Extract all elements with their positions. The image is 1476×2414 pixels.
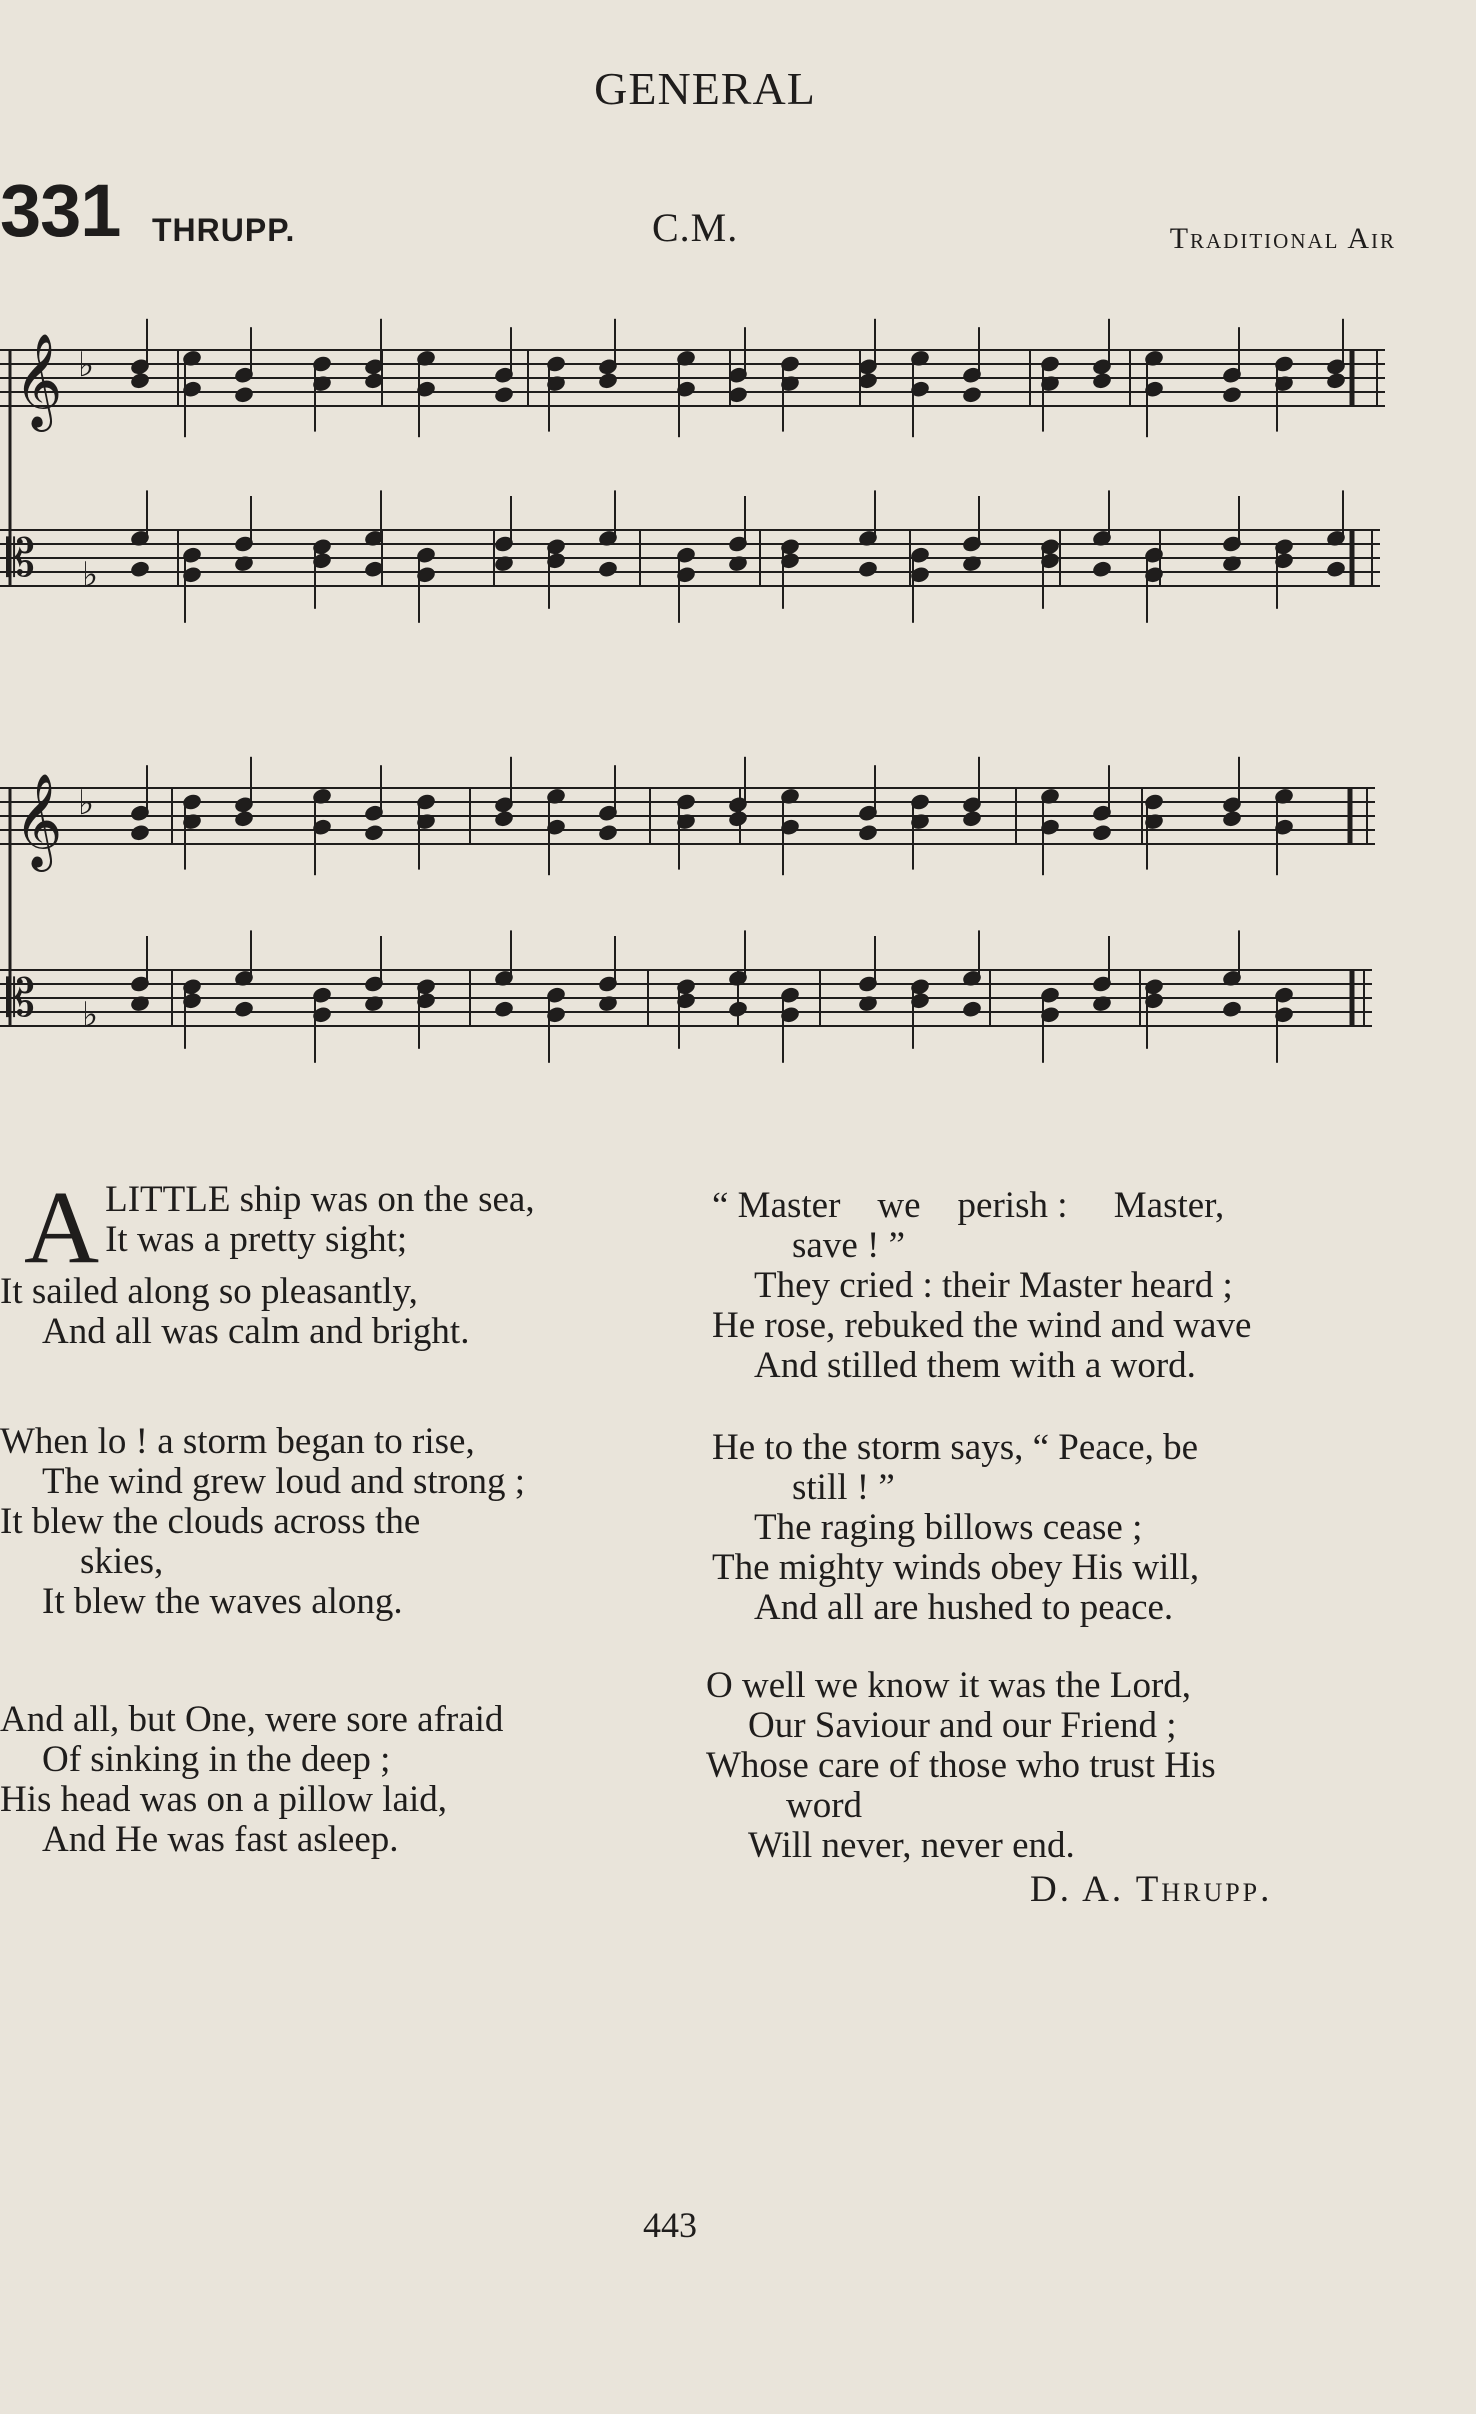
verse-line: Of sinking in the deep ; (42, 1739, 391, 1780)
notehead (364, 372, 383, 389)
notehead (1326, 372, 1345, 389)
verse-line: O well we know it was the Lord, (706, 1665, 1192, 1706)
verse-line: And all was calm and bright. (42, 1311, 470, 1352)
notehead (598, 824, 617, 841)
verse-1 (0, 1170, 660, 1352)
notehead (728, 1001, 747, 1018)
verse-line: LITTLE ship was on the sea, (105, 1179, 535, 1220)
svg-text:𝄞: 𝄞 (14, 773, 63, 868)
notehead (1222, 1001, 1241, 1018)
verse-line: It sailed along so pleasantly, (0, 1271, 418, 1312)
verse-line: word (786, 1785, 863, 1826)
notehead (130, 372, 149, 389)
verse-line: It blew the waves along. (42, 1581, 403, 1622)
drop-cap: A (24, 1170, 100, 1285)
notehead (1222, 810, 1241, 827)
page-number: 443 (643, 2205, 697, 2245)
notehead (364, 561, 383, 578)
notehead (1222, 386, 1241, 403)
verse-line: It blew the clouds across the (0, 1501, 421, 1542)
tune-source: Traditional Air (1169, 222, 1396, 255)
meter: C.M. (652, 205, 739, 250)
verse-line: Our Saviour and our Friend ; (748, 1705, 1177, 1746)
notehead (598, 372, 617, 389)
verse-line: And all, but One, were sore afraid (0, 1699, 504, 1740)
notehead (858, 824, 877, 841)
verse-line: “ Master we perish : Master, (712, 1185, 1225, 1226)
notehead (130, 824, 149, 841)
author-attribution: D. A. Thrupp. (1030, 1869, 1273, 1910)
notehead (1092, 824, 1111, 841)
verse-6 (706, 1666, 1366, 1866)
svg-text:♭: ♭ (82, 997, 99, 1034)
notehead (962, 1001, 981, 1018)
notehead (234, 1001, 253, 1018)
notehead (494, 810, 513, 827)
verse-line: And stilled them with a word. (754, 1345, 1196, 1386)
svg-text:♭: ♭ (78, 785, 95, 822)
verse-line: And He was fast asleep. (42, 1819, 399, 1860)
verse-line: And all are hushed to peace. (754, 1587, 1174, 1628)
verse-2 (0, 1422, 660, 1622)
verse-line: They cried : their Master heard ; (754, 1265, 1233, 1306)
verse-line: Whose care of those who trust His (706, 1745, 1216, 1786)
notehead (494, 1001, 513, 1018)
verse-line: The mighty winds obey His will, (712, 1547, 1200, 1588)
svg-text:𝄞: 𝄞 (14, 333, 63, 428)
verse-line: still ! ” (792, 1467, 895, 1508)
notehead (962, 810, 981, 827)
verse-line: The wind grew loud and strong ; (42, 1461, 525, 1502)
verse-line: He rose, rebuked the wind and wave (712, 1305, 1252, 1346)
notehead (1326, 561, 1345, 578)
verse-3 (0, 1700, 660, 1860)
music-score (0, 270, 1400, 1100)
notehead (598, 561, 617, 578)
verse-line: When lo ! a storm began to rise, (0, 1421, 475, 1462)
notehead (1092, 561, 1111, 578)
verse-line: The raging billows cease ; (754, 1507, 1143, 1548)
svg-text:𝄡: 𝄡 (6, 529, 36, 589)
svg-text:♭: ♭ (78, 347, 95, 384)
notehead (494, 386, 513, 403)
verse-5 (712, 1428, 1372, 1628)
notehead (234, 810, 253, 827)
svg-text:𝄡: 𝄡 (6, 969, 36, 1029)
tune-name: THRUPP. (152, 212, 296, 248)
verse-line: skies, (80, 1541, 164, 1582)
notehead (1092, 372, 1111, 389)
notehead (728, 386, 747, 403)
hymn-number: 331 (0, 169, 121, 252)
verse-line: His head was on a pillow laid, (0, 1779, 447, 1820)
verse-line: He to the storm says, “ Peace, be (712, 1427, 1198, 1468)
verse-line: It was a pretty sight; (105, 1219, 408, 1260)
notehead (728, 810, 747, 827)
notehead (962, 386, 981, 403)
section-heading: GENERAL (594, 63, 816, 114)
svg-text:♭: ♭ (82, 557, 99, 594)
notehead (364, 824, 383, 841)
notehead (858, 372, 877, 389)
notehead (858, 561, 877, 578)
notehead (234, 386, 253, 403)
notehead (130, 561, 149, 578)
verse-line: save ! ” (792, 1225, 905, 1266)
verse-4 (712, 1186, 1372, 1386)
verse-line: Will never, never end. (748, 1825, 1075, 1866)
